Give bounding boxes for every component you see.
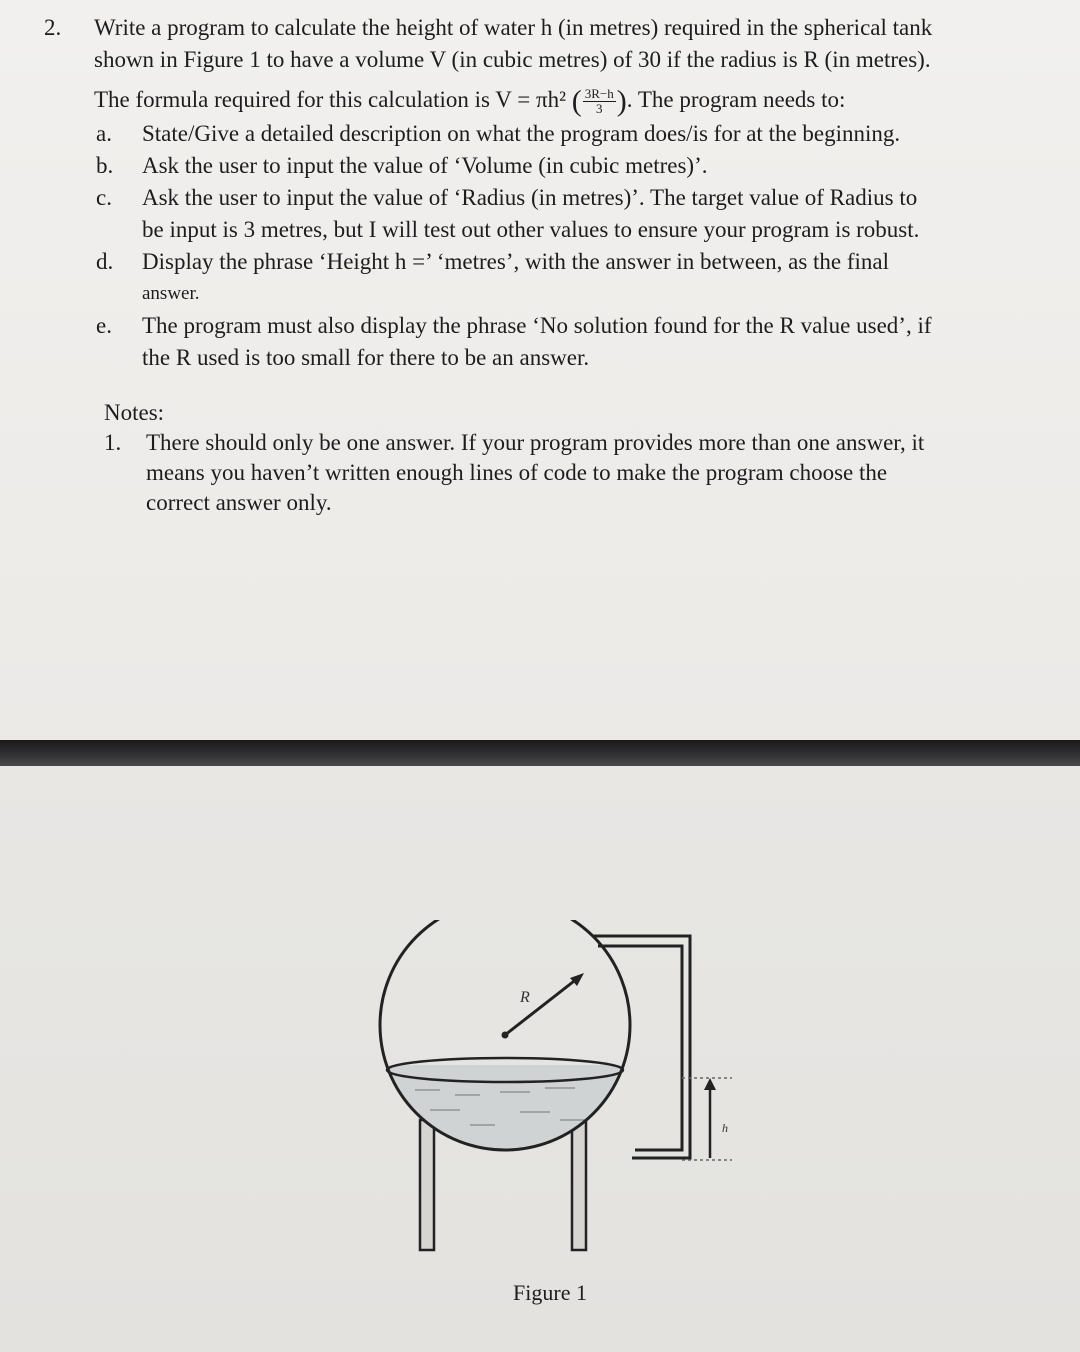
height-label: h [722, 1121, 728, 1135]
list-item [104, 428, 1034, 518]
sight-tube-inner [592, 936, 690, 1158]
tank-figure [370, 920, 750, 1320]
note-text: correct answer only. [146, 490, 332, 515]
item-label: c. [96, 184, 112, 210]
item-text: Display the phrase ‘Height h =’ ‘metres’, with the answer in between, as the final [142, 248, 890, 274]
item-label: a. [96, 120, 112, 146]
item-text: Ask the user to input the value of ‘Radius (in metres)’. The target value of Radius to [142, 184, 918, 210]
question-intro-line-2: shown in Figure 1 to have a volume V (in cubic metres) of 30 if the radius is R (in metres). [94, 47, 931, 72]
formula-numerator: 3R−h [584, 86, 614, 102]
sight-tube-outer [598, 946, 682, 1150]
item-label: b. [96, 152, 114, 178]
item-text: answer. [142, 282, 200, 304]
item-text: be input is 3 metres, but I will test out other values to ensure your program is robust. [142, 216, 920, 242]
item-text: State/Give a detailed description on what the program does/is for at the beginning. [142, 120, 901, 146]
note-label: 1. [104, 430, 122, 455]
list-item [94, 310, 1039, 374]
item-text: The program must also display the phrase ‘No solution found for the R value used’, if [142, 312, 932, 338]
formula-close-paren: ) [616, 84, 627, 118]
spherical-tank-diagram [370, 920, 750, 1280]
formula-suffix: . The program needs to: [626, 87, 846, 112]
radius-label: R [520, 989, 530, 1006]
note-text: There should only be one answer. If your program provides more than one answer, it [146, 430, 925, 455]
list-item [94, 118, 1039, 150]
radius-line [505, 978, 578, 1035]
notes-title: Notes: [104, 400, 165, 425]
note-text: means you haven’t written enough lines of code to make the program choose the [146, 460, 888, 485]
item-text: the R used is too small for there to be an answer. [142, 344, 590, 370]
question-body [94, 12, 1039, 374]
item-label: e. [96, 312, 112, 338]
tank-leg-right [572, 1120, 586, 1250]
formula-denominator: 3 [595, 101, 603, 117]
figure-caption: Figure 1 [513, 1280, 587, 1305]
notes-block [104, 398, 1034, 518]
tank-leg-left [420, 1120, 434, 1250]
list-item [94, 246, 1039, 310]
formula-fraction [583, 87, 616, 116]
item-text: Ask the user to input the value of ‘Volume (in cubic metres)’. [142, 152, 708, 178]
height-arrowhead [704, 1078, 716, 1090]
formula-prefix: The formula required for this calculation is V = πh² [94, 87, 566, 112]
list-item [94, 150, 1039, 182]
center-point [502, 1032, 509, 1039]
formula-line [94, 84, 1039, 118]
question-number: 2. [44, 15, 62, 40]
formula-open-paren: ( [571, 84, 582, 118]
requirements-list [94, 118, 1039, 374]
item-label: d. [96, 248, 114, 274]
question-intro-line-1: Write a program to calculate the height of water h (in metres) required in the spherical tank [94, 15, 933, 40]
list-item [94, 182, 1039, 246]
monitor-bezel [0, 740, 1080, 766]
